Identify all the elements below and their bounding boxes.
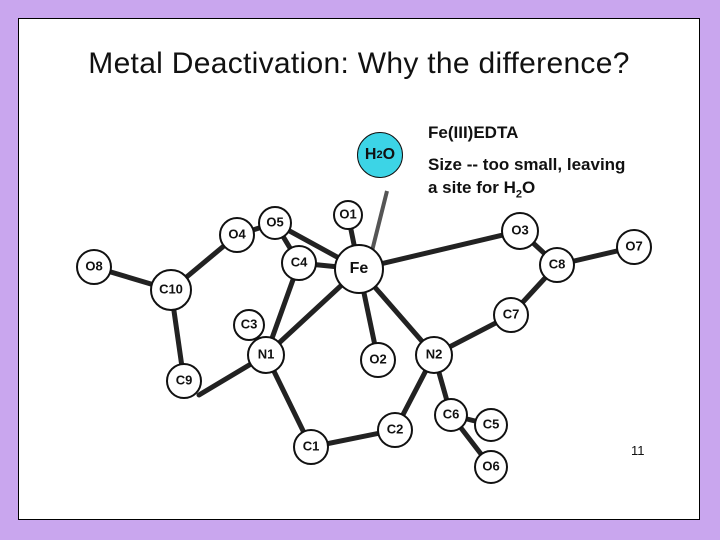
atom-label-c10: C10 — [159, 281, 183, 297]
atom-label-c1: C1 — [302, 438, 320, 454]
water-sub: 2 — [376, 149, 383, 161]
atom-label-c2: C2 — [386, 421, 404, 437]
atom-label-o6: O6 — [482, 458, 500, 474]
notes-line-1: Size -- too small, leaving — [428, 155, 626, 174]
atom-label-o7: O7 — [625, 238, 643, 254]
notes-block — [428, 121, 625, 206]
atom-label-o4: O4 — [228, 226, 246, 242]
atom-label-c4: C4 — [290, 254, 308, 270]
slide-title: Metal Deactivation: Why the difference? — [88, 47, 630, 80]
atom-label-fe: Fe — [349, 260, 369, 278]
atom-label-n2: N2 — [425, 346, 443, 362]
atom-label-n1: N1 — [257, 346, 275, 362]
atom-label-c3: C3 — [240, 316, 258, 332]
notes-heading: Fe(III)EDTA — [428, 123, 519, 142]
atom-label-o3: O3 — [511, 222, 529, 238]
atom-label-o5: O5 — [266, 214, 284, 230]
atom-label-c8: C8 — [548, 256, 566, 272]
atom-label-o2: O2 — [369, 351, 387, 367]
atom-label-c9: C9 — [175, 372, 193, 388]
slide — [18, 18, 700, 520]
atom-label-c5: C5 — [482, 416, 500, 432]
atom-label-c7: C7 — [502, 306, 520, 322]
notes-line-2: a site for $H_2O$ — [428, 178, 536, 201]
atom-label-o8: O8 — [85, 258, 103, 274]
water-o: O — [382, 146, 396, 163]
page-number: 11 — [631, 443, 645, 458]
water-h: H — [364, 146, 377, 163]
atoms — [77, 201, 651, 483]
water-ligand-label — [357, 132, 403, 178]
atom-label-o1: O1 — [339, 206, 357, 222]
atom-label-c6: C6 — [442, 406, 460, 422]
